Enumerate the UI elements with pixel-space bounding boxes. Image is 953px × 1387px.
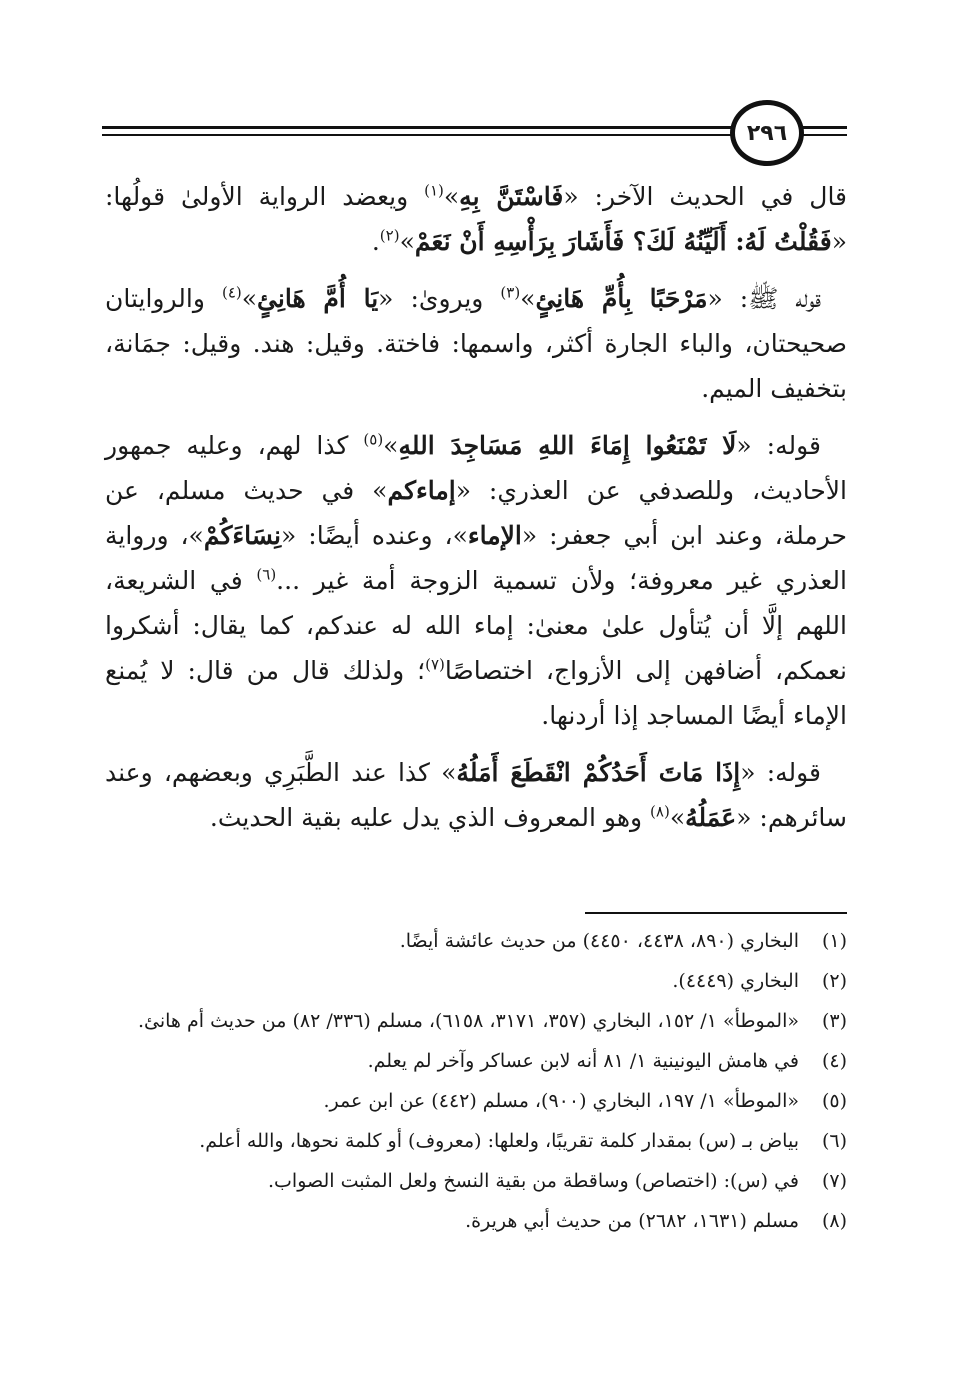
footnote-divider bbox=[585, 912, 847, 914]
text-run: » bbox=[383, 431, 399, 460]
text-run: ويعضد الرواية الأولىٰ قولُها: « bbox=[105, 182, 847, 256]
footnote-item bbox=[105, 1205, 847, 1238]
footnote-text: البخاري (٨٩٠، ٤٤٣٨، ٤٤٥٠) من حديث عائشة أيضًا. bbox=[399, 930, 799, 952]
footnote-ref[interactable]: (٤) bbox=[221, 283, 242, 302]
footnote-text: البخاري (٤٤٤٩). bbox=[672, 970, 799, 992]
header-rule-thin-end bbox=[802, 134, 847, 136]
footnote-number: (٧) bbox=[821, 1170, 847, 1192]
footnote-item bbox=[105, 1165, 847, 1198]
hadith-quote: عَمَلُهُ bbox=[685, 803, 737, 832]
hadith-quote: مَرْحَبًا بِأُمِّ هَانِئٍ bbox=[535, 284, 708, 313]
footnote-ref[interactable]: (٦) bbox=[256, 565, 277, 584]
footnote-ref[interactable]: (٣) bbox=[500, 283, 521, 302]
hadith-quote: يَا أُمَّ هَانِئٍ bbox=[257, 284, 379, 313]
hadith-quote: لَا تَمْنَعُوا إِمَاءَ اللهِ مَسَاجِدَ اللهِ bbox=[398, 431, 737, 460]
footnote-item bbox=[105, 1125, 847, 1158]
hadith-quote: إماءكم bbox=[387, 476, 456, 505]
main-text bbox=[105, 174, 847, 852]
text-run: وهو المعروف الذي يدل عليه بقية الحديث. bbox=[209, 803, 651, 832]
text-run: قوله ﷺ: « bbox=[707, 284, 822, 313]
footnote-text: «الموطأ» ١/ ١٥٢، البخاري (٣٥٧، ٣١٧١، ٦١٥٨)، مسلم (٣٣٦/ ٨٢) من حديث أم هانئ. bbox=[137, 1010, 799, 1032]
text-run: قوله: « bbox=[740, 758, 822, 787]
footnote-ref[interactable]: (٨) bbox=[650, 802, 670, 821]
footnote-number: (١) bbox=[821, 930, 847, 952]
hadith-quote: فَاسْتَنَّ بِهِ bbox=[459, 182, 564, 211]
footnote-text: بياض بـ (س) بمقدار كلمة تقريبًا، ولعلها: (معروف) أو كلمة نحوها، والله أعلم. bbox=[199, 1130, 799, 1152]
text-run: في الشريعة، اللهم إلَّا أن يُتأول علىٰ معنىٰ: إماء الله له عندكم، كما يقال: أشكروا نعمكم، أضافهن إلى الأزواج، اختصاصًا bbox=[105, 566, 847, 685]
paragraph-2 bbox=[105, 276, 847, 411]
footnote-number: (٥) bbox=[821, 1090, 847, 1112]
text-run: ويروىٰ: « bbox=[378, 284, 501, 313]
footnote-item bbox=[105, 965, 847, 998]
footnote-ref[interactable]: (١) bbox=[424, 181, 444, 200]
header-rule-thick-end bbox=[802, 126, 847, 129]
footnotes-list bbox=[105, 925, 847, 1245]
footnote-text: في (س): (اختصاص) وساقطة من بقية النسخ ولعل المثبت الصواب. bbox=[268, 1170, 799, 1192]
footnote-ref[interactable]: (٧) bbox=[425, 655, 445, 674]
footnote-text: في هامش اليونينية ١/ ٨١ أنه لابن عساكر وآخر لم يعلم. bbox=[367, 1050, 799, 1072]
text-run: . bbox=[371, 227, 380, 256]
hadith-quote: إِذَا مَاتَ أَحَدُكُمْ انْقَطَعَ أَمَلُهُ bbox=[456, 758, 741, 787]
text-run: » bbox=[399, 227, 415, 256]
footnote-number: (٢) bbox=[821, 970, 847, 992]
footnote-text: مسلم (١٦٣١، ٢٦٨٢) من حديث أبي هريرة. bbox=[465, 1210, 799, 1232]
text-run: » bbox=[241, 284, 258, 313]
text-run: »، ورواية العذري غير معروفة؛ ولأن تسمية الزوجة أمة غير ... bbox=[105, 521, 847, 595]
footnote-item bbox=[105, 1045, 847, 1078]
text-run: قوله: « bbox=[736, 431, 821, 460]
footnote-number: (٣) bbox=[821, 1010, 847, 1032]
text-run: » bbox=[669, 803, 686, 832]
hadith-quote: الإماء bbox=[467, 521, 522, 550]
page-header bbox=[102, 98, 847, 168]
text-run: »، وعنده أيضًا: « bbox=[281, 521, 468, 550]
header-rule-thin bbox=[102, 134, 742, 136]
text-run: » في حديث مسلم، عن حرملة، وعند ابن أبي جعفر: « bbox=[105, 476, 847, 550]
text-run: » bbox=[443, 182, 460, 211]
footnote-number: (٨) bbox=[821, 1210, 847, 1232]
text-run: كذا لهم، وعليه جمهور الأحاديث، وللصدفي عن العذري: « bbox=[105, 431, 847, 505]
footnote-ref[interactable]: (٥) bbox=[363, 430, 384, 449]
page-number: ٢٩٦ bbox=[730, 100, 804, 166]
text-run: » bbox=[520, 284, 536, 313]
footnote-item bbox=[105, 925, 847, 958]
footnote-number: (٤) bbox=[821, 1050, 847, 1072]
text-run: قال في الحديث الآخر: « bbox=[563, 182, 848, 211]
paragraph-3 bbox=[105, 423, 847, 738]
paragraph-4 bbox=[105, 750, 847, 840]
footnote-item bbox=[105, 1085, 847, 1118]
header-rule-thick bbox=[102, 126, 742, 129]
footnote-item bbox=[105, 1005, 847, 1038]
text-run: ؛ ولذلك قال من قال: لا يُمنع الإماء أيضًا المساجد إذا أردنها. bbox=[105, 656, 847, 730]
footnote-number: (٦) bbox=[821, 1130, 847, 1152]
text-run: » كذا عند الطَّبَرِي وبعضهم، وعند سائرهم: « bbox=[105, 758, 847, 832]
footnote-ref[interactable]: (٢) bbox=[379, 226, 400, 245]
hadith-quote: فَقُلْتُ لَهُ: أَلَيِّنُهُ لَكَ؟ فَأَشَارَ بِرَأْسِهِ أَنْ نَعَمْ bbox=[414, 227, 832, 256]
footnote-text: «الموطأ» ١/ ١٩٧، البخاري (٩٠٠)، مسلم (٤٤٢) عن ابن عمر. bbox=[323, 1090, 799, 1112]
paragraph-1 bbox=[105, 174, 847, 264]
text-run: والروايتان صحيحتان، والباء الجارة أكثر، واسمها: فاختة. وقيل: هند. وقيل: جمَانة، بتخفيف الميم. bbox=[105, 284, 847, 403]
hadith-quote: نِسَاءَكُمْ bbox=[203, 521, 282, 550]
